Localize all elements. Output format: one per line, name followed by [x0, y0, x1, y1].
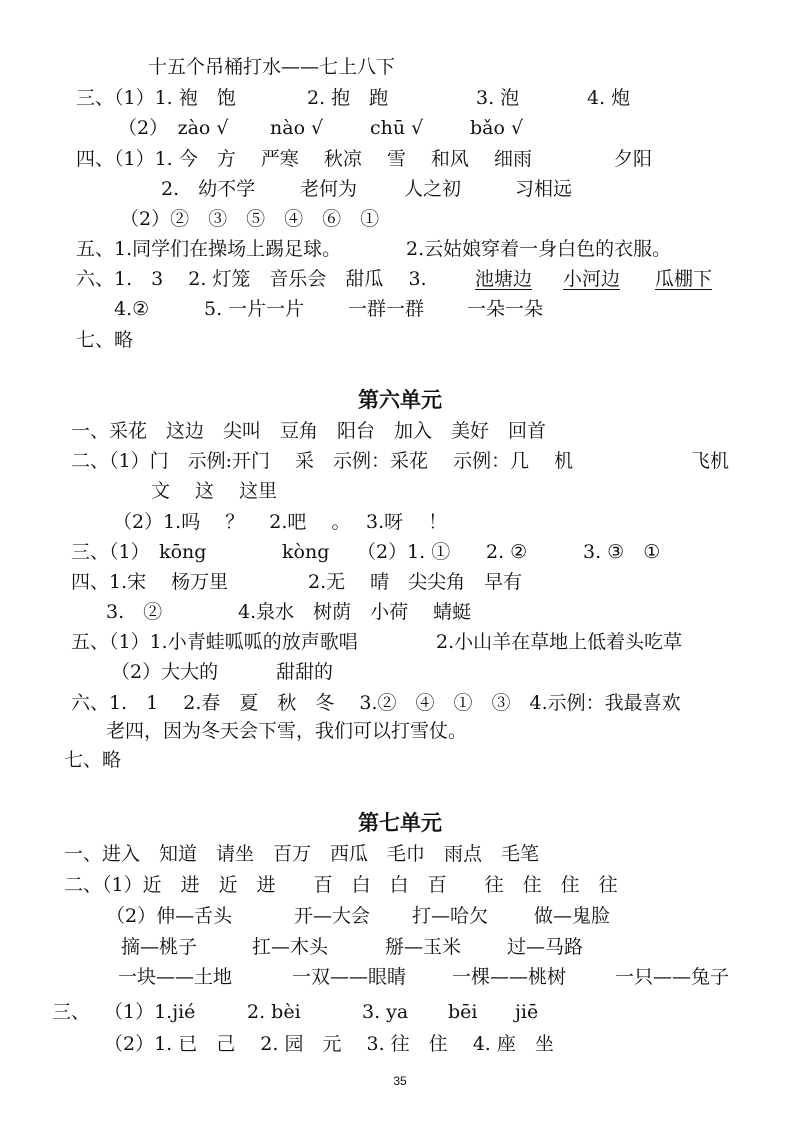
- answer-line: [0, 688, 800, 718]
- answer-text: 做—鬼脸: [534, 905, 611, 927]
- answer-text: 3. ②: [106, 601, 163, 623]
- answer-line: [0, 537, 800, 567]
- answer-text: （2）② ③ ⑤ ④ ⑥ ①: [120, 208, 380, 230]
- answer-line: [0, 839, 800, 869]
- answer-text: （2）大大的: [111, 661, 219, 683]
- answer-text: 一朵一朵: [467, 298, 544, 320]
- answer-text: bēi: [448, 1001, 478, 1023]
- answer-line: [0, 962, 800, 992]
- answer-text: 2.云姑娘穿着一身白色的衣服。: [406, 238, 672, 260]
- answer-text: chū √: [370, 117, 424, 139]
- answer-text: 飞机: [691, 450, 730, 472]
- answer-text: 老四，因为冬天会下雪，我们可以打雪仗。: [106, 720, 468, 742]
- answer-line: [0, 507, 800, 537]
- answer-text: 4.②: [114, 298, 150, 320]
- answer-text: （2）1. ①: [357, 541, 451, 563]
- answer-line: [0, 657, 800, 687]
- answer-text: 开—大会: [294, 905, 371, 927]
- answer-line: [0, 83, 800, 113]
- answer-text: 四、（1）1. 今 方 严寒 秋凉 雪 和风 细雨: [76, 148, 532, 170]
- answer-text: 三、（1） kōng: [71, 541, 207, 563]
- answer-line: [0, 204, 800, 234]
- answer-line: [0, 476, 800, 506]
- answer-text: 3. ③ ①: [583, 541, 661, 563]
- heading-unit-7: 第七单元: [358, 811, 442, 835]
- answer-text: 六、1. 1 2.春 夏 秋 冬 3.② ④ ① ③ 4.示例：我最喜欢: [71, 692, 681, 714]
- answer-text: bǎo √: [470, 117, 524, 139]
- answer-line: [0, 997, 800, 1027]
- answer-text: 夕阳: [614, 148, 653, 170]
- answer-text: 2. 抱 跑: [307, 87, 389, 109]
- answer-text: 2. 幼不学: [161, 178, 256, 200]
- answer-text: nào √: [270, 117, 324, 139]
- answer-text: 3. 泡: [476, 87, 520, 109]
- answer-text: （1）1.jié: [104, 1001, 196, 1023]
- answer-text: jiē: [515, 1001, 539, 1023]
- answer-text: 七、略: [76, 329, 134, 351]
- page-number: 35: [393, 1074, 407, 1088]
- answer-text: 2. bèi: [247, 1001, 301, 1023]
- answer-text: 人之初: [404, 178, 462, 200]
- underlined-answer: 池塘边: [475, 268, 533, 290]
- answer-text: 一、采花 这边 尖叫 豆角 阳台 加入 美好 回首: [71, 420, 547, 442]
- answer-text: （2）伸—舌头: [106, 905, 233, 927]
- answer-line: [0, 52, 800, 82]
- answer-line: [0, 901, 800, 931]
- answer-line: [0, 294, 800, 324]
- answer-text: （2）1.吗 ？ 2.吧 。 3.呀 ！: [113, 511, 448, 533]
- answer-text: 掰—玉米: [385, 936, 462, 958]
- answer-line: [0, 174, 800, 204]
- answer-text: 四、1.宋 杨万里: [71, 571, 229, 593]
- heading-unit-6: 第六单元: [358, 388, 442, 412]
- answer-text: 七、略: [64, 749, 122, 771]
- answer-text: 老何为: [300, 178, 358, 200]
- answer-line: [0, 627, 800, 657]
- answer-text: 2.小山羊在草地上低着头吃草: [436, 631, 683, 653]
- answer-text: 二、（1）门 示例:开门 采 示例：采花 示例：几 机: [71, 450, 574, 472]
- underlined-answer: 小河边: [563, 268, 621, 290]
- answer-text: 4. 炮: [587, 87, 631, 109]
- answer-line: [0, 597, 800, 627]
- answer-text: 一块——土地: [118, 966, 233, 988]
- underlined-answer: 瓜棚下: [655, 268, 713, 290]
- answer-text: 5. 一片一片: [204, 298, 305, 320]
- answer-text: 2. ②: [486, 541, 528, 563]
- answer-line: [0, 113, 800, 143]
- answer-text: 打—哈欠: [412, 905, 489, 927]
- answer-line: [0, 325, 800, 355]
- answer-text: 3. ya: [362, 1001, 409, 1023]
- answer-line: [0, 234, 800, 264]
- answer-text: 五、1.同学们在操场上踢足球。: [76, 238, 342, 260]
- answer-text: 2.无 晴 尖尖角 早有: [308, 571, 523, 593]
- answer-text: 三、: [52, 1001, 91, 1023]
- answer-text: （2）1. 已 己 2. 园 元 3. 往 住 4. 座 坐: [104, 1033, 554, 1055]
- answer-text: 一棵——桃树: [452, 966, 567, 988]
- answer-text: 摘—桃子: [121, 936, 198, 958]
- answer-text: 一、进入 知道 请坐 百万 西瓜 毛巾 雨点 毛笔: [64, 843, 540, 865]
- answer-line: [0, 446, 800, 476]
- answer-text: 二、（1）近 进 近 进 百 白 白 百 往 住 住 往: [64, 874, 618, 896]
- answer-line: [0, 416, 800, 446]
- answer-line: [0, 932, 800, 962]
- answer-text: （2） zào √: [118, 117, 229, 139]
- answer-line: [0, 144, 800, 174]
- answer-text: 扛—木头: [252, 936, 329, 958]
- answer-text: 文 这 这里: [151, 480, 278, 502]
- answer-text: 一双——眼睛: [292, 966, 407, 988]
- answer-text: 过—马路: [507, 936, 584, 958]
- answer-line: [0, 264, 800, 294]
- answer-text: 三、（1）1. 袍 饱: [76, 87, 236, 109]
- answer-line: [0, 870, 800, 900]
- answer-text: 4.泉水 树荫 小荷 蜻蜓: [238, 601, 472, 623]
- answer-text: 五、（1）1.小青蛙呱呱的放声歌唱: [71, 631, 358, 653]
- answer-text: 甜甜的: [276, 661, 334, 683]
- answer-text: kòng: [282, 541, 330, 563]
- answer-text: 六、1. 3 2. 灯笼 音乐会 甜瓜 3.: [76, 268, 427, 290]
- answer-text: 十五个吊桶打水——七上八下: [148, 56, 396, 78]
- answer-text: 一群一群: [348, 298, 425, 320]
- answer-text: 习相远: [515, 178, 573, 200]
- answer-text: 一只——兔子: [615, 966, 730, 988]
- answer-line: [0, 716, 800, 746]
- answer-line: [0, 567, 800, 597]
- answer-line: [0, 745, 800, 775]
- answer-line: [0, 1029, 800, 1059]
